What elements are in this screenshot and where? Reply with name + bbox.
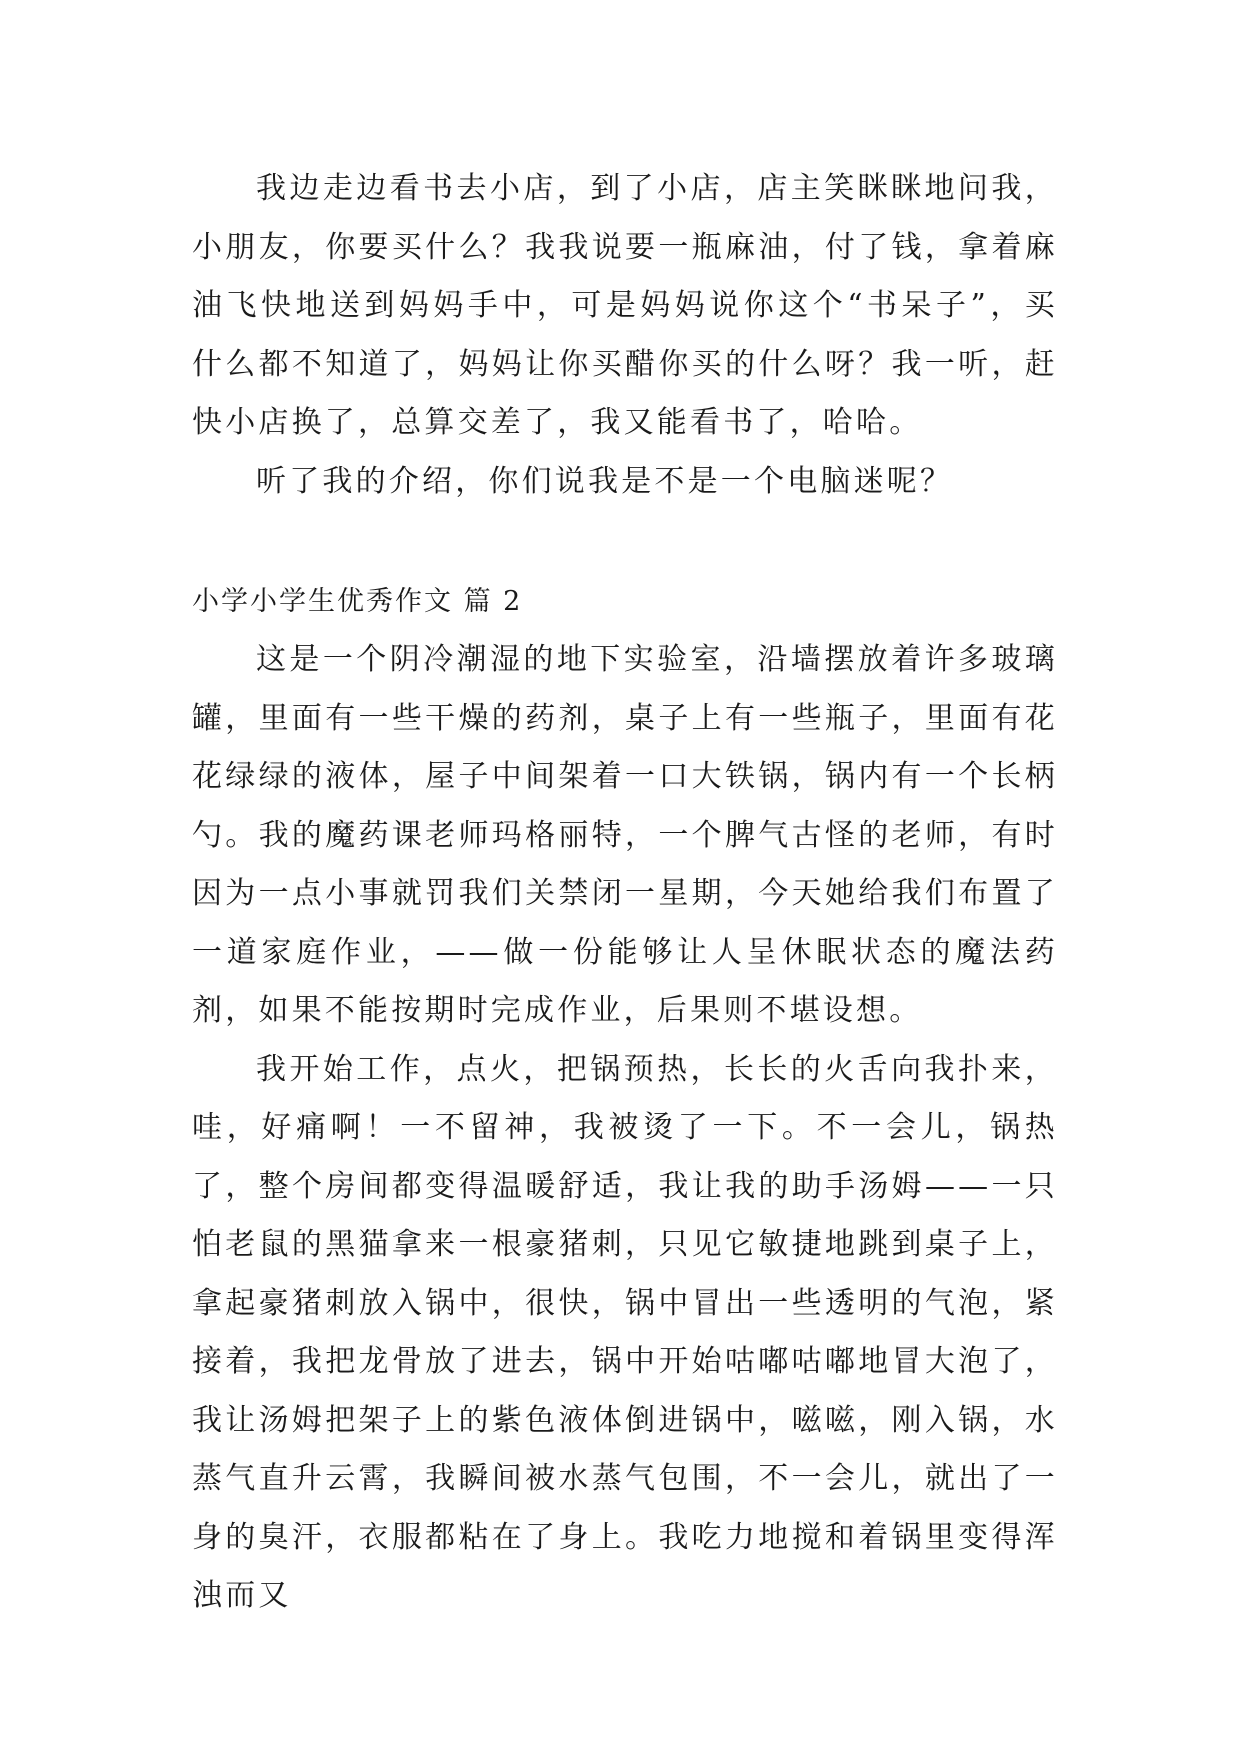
paragraph: 这是一个阴冷潮湿的地下实验室，沿墙摆放着许多玻璃罐，里面有一些干燥的药剂，桌子上有一些瓶子，里面有花花绿绿的液体，屋子中间架着一口大铁锅，锅内有一个长柄勺。我的魔药课老师玛格丽特，一个脾气古怪的老师，有时因为一点小事就罚我们关禁闭一星期，今天她给我们布置了一道家庭作业，——做一份能够让人呈休眠状态的魔法药剂，如果不能按期时完成作业，后果则不堪设想。 <box>192 642 1058 1028</box>
paragraph: 我边走边看书去小店，到了小店，店主笑眯眯地问我，小朋友，你要买什么？我我说要一瓶麻油，付了钱，拿着麻油飞快地送到妈妈手中，可是妈妈说你这个“书呆子”，买什么都不知道了，妈妈让你买醋你买的什么呀？我一听，赶快小店换了，总算交差了，我又能看书了，哈哈。 <box>192 171 1058 440</box>
paragraph: 我开始工作，点火，把锅预热，长长的火舌向我扑来，哇，好痛啊！一不留神，我被烫了一下。不一会儿，锅热了，整个房间都变得温暖舒适，我让我的助手汤姆——一只怕老鼠的黑猫拿来一根豪猪刺，只见它敏捷地跳到桌子上，拿起豪猪刺放入锅中，很快，锅中冒出一些透明的气泡，紧接着，我把龙骨放了进去，锅中开始咕嘟咕嘟地冒大泡了，我让汤姆把架子上的紫色液体倒进锅中，嗞嗞，刚入锅，水蒸气直升云霄，我瞬间被水蒸气包围，不一会儿，就出了一身的臭汗，衣服都粘在了身上。我吃力地搅和着锅里变得浑浊而又 <box>192 1051 1058 1613</box>
section-heading: 小学小学生优秀作文 篇 2 <box>192 586 523 617</box>
document-page <box>192 160 1058 1626</box>
paragraph: 听了我的介绍，你们说我是不是一个电脑迷呢？ <box>256 463 954 499</box>
